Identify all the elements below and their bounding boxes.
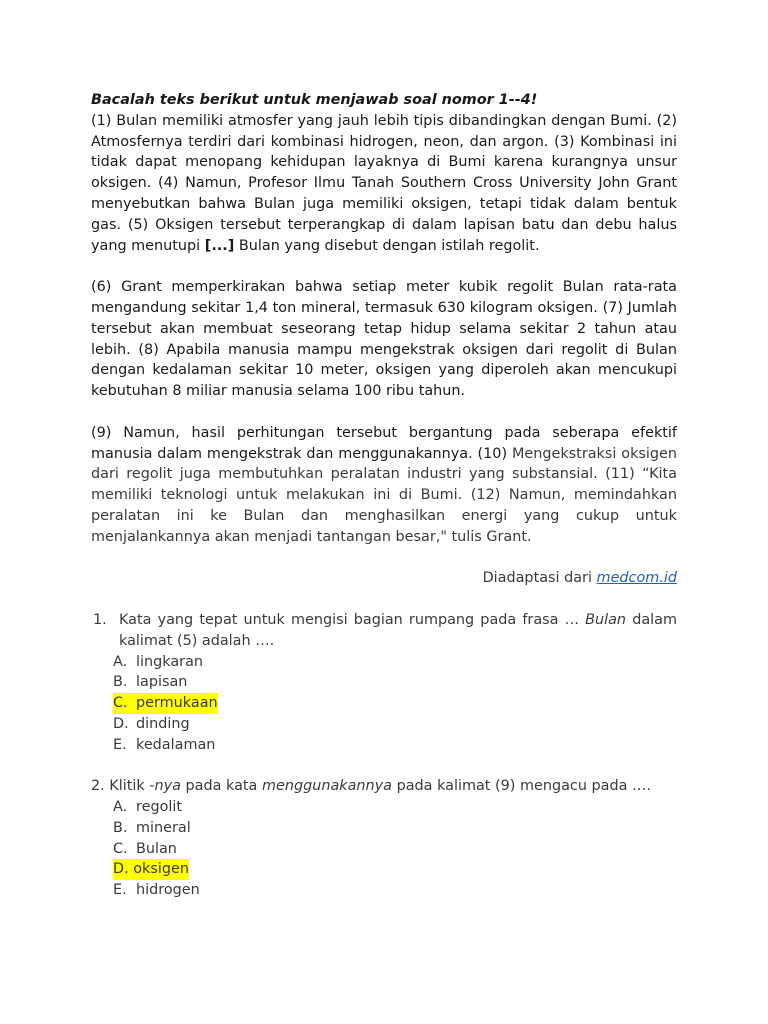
paragraph-3-part-1: (9) Namun, hasil perhitungan tersebut bergantung pada seberapa efektif manusia dalam mengekstrak dan menggunakannya. (10) — [91, 424, 677, 462]
question-1-text-start: Kata yang tepat untuk mengisi bagian rumpang pada frasa … — [119, 611, 586, 628]
paragraph-3 — [91, 423, 677, 548]
option-1a[interactable] — [113, 652, 677, 673]
option-letter: E. — [113, 882, 127, 899]
question-2-middle: pada kata — [180, 778, 262, 795]
option-letter: B. — [113, 674, 128, 691]
option-text: mineral — [136, 819, 191, 836]
option-text: lingkaran — [136, 653, 204, 670]
option-text-highlighted: oksigen — [133, 859, 189, 880]
blank-marker: [...] — [204, 237, 235, 254]
paragraph-1-text: (1) Bulan memiliki atmosfer yang jauh lebih tipis dibandingkan dengan Bumi. (2) Atmosfernya terdiri dari kombinasi hidrogen, neon, dan argon. (3) Kombinasi ini tidak dapat menopang kehidupan layaknya di Bumi karena kurangnya unsur oksigen. (4) Namun, Profesor Ilmu Tanah Southern Cross University John Grant menyebutkan bahwa Bulan juga memiliki oksigen, tetapi tidak dalam bentuk gas. (5) Oksigen tersebut terperangkap di dalam lapisan batu dan debu halus yang menutupi — [91, 112, 677, 254]
option-letter: A. — [113, 799, 128, 816]
question-2 — [91, 776, 677, 901]
option-2e[interactable] — [113, 880, 677, 901]
option-2c[interactable] — [113, 839, 677, 860]
question-1-options — [91, 652, 677, 756]
option-letter: A. — [113, 653, 128, 670]
option-letter: D. — [113, 715, 129, 732]
option-letter: E. — [113, 736, 127, 753]
question-2-options — [91, 797, 677, 901]
question-1-number: 1. — [93, 611, 107, 628]
option-text: lapisan — [136, 674, 188, 691]
option-1e[interactable] — [113, 735, 677, 756]
question-2-prefix: 2. Klitik — [91, 778, 150, 795]
option-2a[interactable] — [113, 797, 677, 818]
paragraph-1-end: Bulan yang disebut dengan istilah regolit. — [234, 237, 540, 254]
option-letter: C. — [113, 693, 136, 714]
option-text: hidrogen — [136, 882, 200, 899]
question-2-klitik: -nya — [149, 778, 181, 795]
paragraph-2: (6) Grant memperkirakan bahwa setiap meter kubik regolit Bulan rata-rata mengandung sekitar 1,4 ton mineral, termasuk 630 kilogram oksigen. (7) Jumlah tersebut akan membuat seseorang tetap hidup selama sekitar 2 tahun atau lebih. (8) Apabila manusia mampu mengekstrak oksigen dari regolit di Bulan dengan kedalaman sekitar 10 meter, oksigen yang diperoleh akan mencukupi kebutuhan 8 miliar manusia selama 100 ribu tahun. — [91, 279, 677, 400]
paragraph-1 — [91, 111, 677, 257]
question-1-text — [119, 610, 677, 652]
option-1d[interactable] — [113, 714, 677, 735]
source-prefix: Diadaptasi dari — [482, 570, 597, 587]
option-text: Bulan — [136, 840, 177, 857]
question-1-text-end: dalam kalimat (5) adalah …. — [119, 611, 677, 649]
question-2-suffix: pada kalimat (9) mengacu pada …. — [392, 778, 651, 795]
option-1c[interactable] — [113, 693, 677, 714]
option-letter: C. — [113, 840, 128, 857]
source-citation — [91, 568, 677, 589]
question-1 — [91, 610, 677, 652]
source-link[interactable]: medcom.id — [596, 570, 677, 587]
question-2-word: menggunakannya — [261, 778, 393, 795]
option-text: regolit — [136, 799, 183, 816]
option-2d[interactable] — [113, 859, 677, 880]
reading-instruction: Bacalah teks berikut untuk menjawab soal nomor 1--4! — [91, 92, 538, 108]
option-letter-highlighted: D. — [113, 859, 129, 880]
paragraph-3-part-2: Mengekstraksi oksigen dari regolit juga membutuhkan peralatan industri yang substansial. (11) “Kita memiliki teknologi untuk melakukan ini di Bumi. (12) Namun, memindahkan peralatan ini ke Bulan dan menghasilkan energi yang cukup untuk menjalankannya akan menjadi tantangan besar," tulis Grant. — [91, 445, 678, 545]
option-text: dinding — [136, 715, 190, 732]
option-text: kedalaman — [136, 736, 216, 753]
option-letter: B. — [113, 819, 128, 836]
option-2b[interactable] — [113, 818, 677, 839]
question-1-italic-word: Bulan — [585, 611, 627, 628]
option-1b[interactable] — [113, 672, 677, 693]
question-2-text — [91, 776, 677, 797]
document-page — [91, 90, 677, 901]
option-text-highlighted: permukaan — [136, 693, 218, 714]
